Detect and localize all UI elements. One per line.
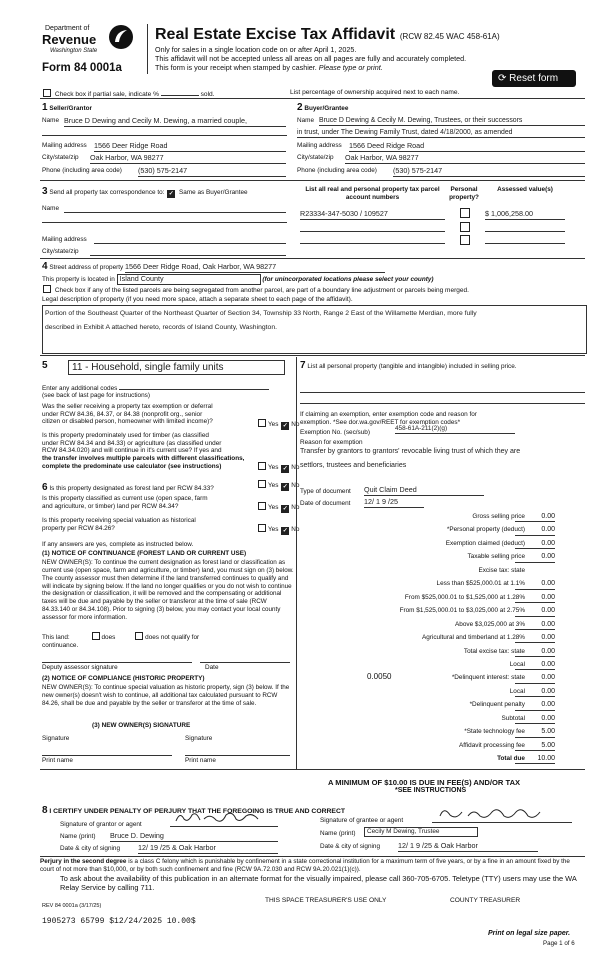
header-divider [147, 24, 148, 74]
tax-row [300, 648, 585, 657]
tax-row-label: Subtotal [501, 714, 525, 722]
personal-col-header: Personal property? [449, 186, 479, 201]
tax-row-label: Local [509, 660, 525, 668]
doc-type-label: Type of document [300, 488, 351, 495]
tax-row [300, 526, 585, 535]
grantor-date-field[interactable]: 12/ 19 /25 & Oak Harbor [138, 844, 278, 854]
doc-date-label: Date of document [300, 500, 351, 507]
new-owner-print-label-1: Print name [42, 757, 73, 764]
tax-row [300, 728, 585, 737]
legal-line-2: described in Exhibit A attached hereto, records of Island County, Washington. [45, 324, 277, 332]
subtitle-3-text: This form is your receipt when stamped by cashier. [155, 63, 317, 72]
grantor-name-row [60, 833, 280, 841]
tax-row-value[interactable]: 5.00 [515, 742, 555, 751]
tax-row [300, 607, 585, 616]
subtitle-3-italic: Please type or print. [318, 63, 383, 72]
personal-checkbox-1[interactable] [460, 208, 470, 218]
dept-line2: Revenue [42, 32, 97, 47]
q-current-use-yes-label: Yes [268, 504, 279, 511]
tax-row-label: Gross selling price [472, 513, 525, 520]
tax-row-label: Above $3,025,000 at 3% [455, 620, 525, 628]
notice-continuance-title: (1) NOTICE OF CONTINUANCE (FOREST LAND OR CURRENT USE) [42, 550, 247, 557]
personal-checkbox-2[interactable] [460, 222, 470, 232]
buyer-city-label: City/state/zip [297, 154, 334, 161]
tax-row-value[interactable]: 0.00 [515, 513, 555, 522]
perjury-bold: Perjury in the second degree [40, 858, 127, 865]
tax-row-value[interactable]: 0.00 [515, 661, 555, 670]
q-exemption [42, 403, 257, 426]
assessed-col-header: Assessed value(s) [497, 186, 553, 193]
tax-row [300, 755, 585, 764]
deputy-date-label: Date [205, 664, 219, 671]
segregated-checkbox[interactable] [43, 285, 51, 293]
grantee-name-field[interactable]: Cecily M Dewing, Trustee [364, 827, 478, 837]
tax-row-value[interactable]: 0.00 [515, 594, 555, 603]
tax-row [300, 661, 585, 670]
street-num: 4 [42, 261, 48, 272]
q-historic-yes-label: Yes [268, 526, 279, 533]
notice-compliance-body: NEW OWNER(S): To continue special valuation as historic property, sign (3) below. If the new owner(s) doesn't wish to continue, all additional tax calculated pursuant to RCW 84.26, shall be due and payable by the seller or transferor at the time of sale. [42, 684, 290, 707]
buyer-phone-row [297, 167, 585, 175]
q-timber-no-label: No [291, 464, 300, 471]
q-exemption-no-label: No [291, 421, 300, 428]
additional-codes-field[interactable] [119, 383, 269, 390]
q-exemption-no[interactable]: ✓ [282, 423, 288, 429]
street-row [42, 261, 385, 273]
exemption-no-field[interactable]: 458-61A-211(2)(g) [395, 425, 515, 434]
assessed-line-2 [485, 231, 565, 232]
list-pct-note: List percentage of ownership acquired next to each name. [290, 89, 460, 96]
parcel-line-3 [300, 243, 445, 244]
reason-line-1[interactable]: Transfer by grantors to grantors' revocable living trust of which they are [300, 448, 521, 455]
new-owner-sig-label-2: Signature [185, 735, 213, 742]
parcel-col-header: List all real and personal property tax parcel account numbers [305, 186, 440, 201]
new-owner-sig-line-2 [185, 755, 290, 756]
seller-city-row [42, 154, 287, 162]
buyer-mail-label: Mailing address [297, 142, 342, 149]
seller-city-field[interactable]: Oak Harbor, WA 98277 [90, 154, 286, 164]
statute-text: (RCW 82.45 WAC 458-61A) [399, 32, 500, 41]
grantee-signature-icon [436, 806, 556, 822]
tax-row [300, 742, 585, 751]
new-owner-sig-line-1 [42, 755, 172, 756]
tax-row-label: From $1,525,000.01 to $3,025,000 at 2.75% [399, 607, 525, 615]
buyer-num: 2 [297, 102, 303, 113]
tax-row-label: Less than $525,000.01 at 1.1% [436, 580, 525, 588]
rule-4 [40, 355, 585, 356]
tax-row-value[interactable]: 0.00 [515, 621, 555, 630]
subtitle-2: This affidavit will not be accepted unless all areas on all pages are fully and accurately completed. [155, 54, 467, 63]
q-historic-no-label: No [291, 526, 300, 533]
corr-city-field[interactable] [90, 248, 286, 256]
buyer-city-row [297, 154, 585, 162]
seller-heading [42, 102, 92, 114]
county-label: This property is located in [42, 276, 115, 283]
segregated-label: Check box if any of the listed parcels are being segregated from another parcel, are part of a boundary line adjustment or parcels being merged. [54, 287, 469, 294]
tax-row [300, 688, 585, 697]
tax-row-label: *Delinquent penalty [469, 701, 525, 709]
grantee-sig-row [320, 817, 585, 825]
does-checkbox[interactable] [92, 632, 100, 640]
deputy-sig-label: Deputy assessor signature [42, 664, 118, 671]
grantor-sig-label: Signature of grantor or agent [60, 821, 142, 828]
q-current-use [42, 495, 257, 510]
corr-name-row [42, 205, 287, 213]
treasurer-stamp: 1905273 65799 $12/24/2025 10.00$ [42, 917, 196, 926]
buyer-name-field[interactable]: Bruce D Dewing & Cecily M. Dewing, Trustees, or their successors [319, 117, 585, 126]
rev-number: REV 84 0001a (3/17/25) [42, 903, 102, 909]
grantor-sig-row [60, 821, 280, 829]
tax-row-value[interactable]: 10.00 [515, 755, 555, 764]
q-timber-answer [257, 462, 299, 473]
seller-name-field[interactable]: Bruce D Dewing and Cecily M. Dewing, a married couple, [64, 117, 286, 127]
tax-row-value[interactable]: 0.00 [515, 701, 555, 710]
rule-5 [40, 769, 585, 770]
county-note: (for unincorporated locations please select your county) [262, 276, 434, 283]
alt-format-notice: To ask about the availability of this publication in an alternate format for the visually impaired, please call 360-705-6705. Teletype (TTY) users may use the WA Relay Service by calling 711. [60, 874, 577, 892]
q-current-use-1: Is this property classified as current use (open space, farm [42, 495, 208, 502]
tax-row [300, 715, 585, 724]
tax-row [300, 553, 585, 562]
tax-row-value[interactable]: 5.00 [515, 728, 555, 737]
parcel-field-1[interactable]: R23334-347-5030 / 109527 [300, 210, 445, 220]
subtitle-3 [155, 64, 383, 73]
partial-pct-field[interactable] [161, 89, 199, 96]
q-timber-3: RCW 84.34.020) and will continue in it's current use? If yes and [42, 447, 222, 455]
tax-row [300, 674, 585, 683]
sec7-num: 7 [300, 360, 306, 371]
q-timber-yes-label: Yes [268, 464, 279, 471]
grantor-name-label: Name (print) [60, 833, 96, 840]
new-owner-sig-label-1: Signature [42, 735, 70, 742]
new-owner-print-label-2: Print name [185, 757, 216, 764]
grantor-name-field[interactable]: Bruce D. Dewing [110, 832, 278, 842]
grantor-date-row [60, 845, 280, 853]
seller-num: 1 [42, 102, 48, 113]
q-forest-no[interactable]: ✓ [282, 484, 288, 490]
minimum-due-note: A MINIMUM OF $10.00 IS DUE IN FEE(S) AND/OR TAX [328, 778, 521, 787]
tax-row [300, 567, 585, 576]
partial-sale-checkbox[interactable] [43, 89, 51, 97]
q-exemption-yes[interactable] [258, 419, 266, 427]
see-back: (see back of last page for instructions) [42, 392, 150, 399]
tax-row-label: Affidavit processing fee [459, 741, 525, 749]
corr-line [42, 222, 287, 223]
grantee-date-field[interactable]: 12/ 1 9 /25 & Oak Harbor [398, 842, 538, 852]
reset-icon: ⟳ [498, 73, 507, 84]
tax-row-value[interactable]: 0.00 [515, 553, 555, 562]
q-historic-no[interactable]: ✓ [282, 528, 288, 534]
tax-row-value[interactable]: 0.00 [515, 540, 555, 549]
subtitle-1: Only for sales in a single location code on or after April 1, 2025. [155, 45, 357, 54]
county-treasurer: COUNTY TREASURER [450, 897, 521, 904]
this-land-row [42, 632, 292, 642]
assessed-field-1[interactable]: $ 1,006,258.00 [485, 210, 565, 220]
tax-row-label: Taxable selling price [467, 553, 525, 561]
grantee-date-row [320, 843, 585, 851]
seller-heading-label: Seller/Grantor [49, 105, 92, 112]
personal-checkbox-3[interactable] [460, 235, 470, 245]
deputy-sig-line [42, 662, 192, 663]
exemption-instr-2: exemption. *See dor.wa.gov/REET for exemption codes* [300, 418, 461, 426]
pp-line-1 [300, 392, 585, 393]
q-timber-yes[interactable] [258, 462, 266, 470]
deputy-date-line [200, 662, 290, 663]
notice-continuance-body: NEW OWNER(S): To continue the current designation as forest land or classification as current use (open space, farm and agriculture, or timber) land, you must sign on (3) below. The county assessor must then determine if the land transferred continues to qualify and will indicate by signing below. If the land no longer qualifies or you do not wish to continue the designation or classification, it will be removed and the compensating or additional taxes will be due and payable by the seller or transferor at the time of sale (RCW 84.33.140 or 84.34.108). Prior to signing (3) below, you may contact your local county assessor for more information. [42, 559, 294, 622]
q-current-use-yes[interactable] [258, 502, 266, 510]
q-historic-yes[interactable] [258, 524, 266, 532]
dor-logo-icon [108, 24, 134, 50]
q-current-use-no[interactable]: ✓ [282, 506, 288, 512]
tax-row-label: *Delinquent interest: state [451, 674, 525, 682]
tax-row-label: Agricultural and timberland at 1.28% [421, 634, 525, 642]
tax-row [300, 513, 585, 522]
dor-logo [40, 22, 145, 60]
reason-line-2[interactable]: settlors, trustees and beneficiaries [300, 462, 407, 469]
use-code-select[interactable]: 11 - Household, single family units [68, 360, 285, 375]
tax-row-label: Total excise tax: state [463, 647, 525, 655]
q-historic-answer [257, 524, 299, 535]
exemption-no-label: Exemption No. (sec/sub) [300, 429, 370, 436]
tax-row [300, 634, 585, 643]
q-current-use-answer [257, 502, 299, 513]
rule-2 [40, 180, 585, 181]
legal-line-1: Portion of the Southeast Quarter of the Northeast Quarter of Section 34, Township 33 North, Range 2 East of the Willamette Merdian, more fully [45, 310, 477, 317]
buyer-name-row [297, 117, 585, 125]
page-number: Page 1 of 6 [543, 940, 575, 947]
buyer-heading [297, 102, 348, 114]
seller-mail-field[interactable]: 1566 Deer Ridge Road [94, 142, 286, 152]
partial-sold: sold. [200, 91, 215, 98]
tax-row [300, 580, 585, 589]
state-line: Washington State [50, 48, 98, 54]
dept-line1: Department of [45, 25, 90, 32]
tax-row-label: *Personal property (deduct) [446, 526, 525, 534]
buyer-heading-label: Buyer/Grantee [304, 105, 349, 112]
see-instructions: *SEE INSTRUCTIONS [395, 787, 467, 794]
form-number: Form 84 0001a [42, 62, 122, 74]
does-not-checkbox[interactable] [135, 632, 143, 640]
county-select[interactable]: Island County [117, 274, 261, 285]
tax-row-label: *State technology fee [464, 728, 525, 736]
certify-text: I CERTIFY UNDER PENALTY OF PERJURY THAT THE FOREGOING IS TRUE AND CORRECT [49, 808, 346, 815]
q-timber-5: complete the predominate use calculator (see instructions) [42, 462, 222, 470]
tax-row-label: Exemption claimed (deduct) [445, 539, 525, 547]
grantee-name-label: Name (print) [320, 830, 356, 837]
q-current-use-2: and agriculture, or timber) land per RCW 84.34? [42, 502, 179, 510]
q-forest-text: Is this property designated as forest land per RCW 84.33? [49, 485, 214, 492]
tax-row-label: Local [509, 687, 525, 695]
buyer-mail-field[interactable]: 1566 Deed Ridge Road [349, 142, 585, 152]
perjury-text: is a class C felony which is punishable by confinement in a state correctional institution for a maximum term of five years, or by a fine in an amount fixed by the court of not more than $10,000, or by both such confinement and fine (RCW 9A.72.030 and RCW 9A.20.021(1)(c)). [40, 858, 570, 873]
doc-type-row [300, 485, 585, 496]
q-historic [42, 517, 257, 532]
assessed-line-3 [485, 243, 565, 244]
tax-row-value[interactable]: 0.00 [515, 580, 555, 589]
tax-row-value[interactable]: 0.00 [515, 607, 555, 616]
same-as-buyer-checkbox[interactable]: ✓ [168, 191, 174, 197]
same-as-buyer-label: Same as Buyer/Grantee [179, 189, 248, 196]
tax-row-label: Total due [497, 755, 525, 763]
seller-phone-field[interactable]: (530) 575-2147 [138, 167, 286, 177]
tax-row [300, 540, 585, 549]
parcel-line-2 [300, 231, 445, 232]
sec5-num: 5 [42, 360, 48, 371]
buyer-phone-field[interactable]: (530) 575-2147 [393, 167, 585, 177]
tax-row-label: From $525,000.01 to $1,525,000 at 1.28% [404, 593, 525, 601]
seller-mail-label: Mailing address [42, 142, 87, 149]
legal-label: Legal description of property (if you need more space, attach a separate sheet to each page of the affidavit). [42, 296, 353, 303]
buyer-name-field-2[interactable]: in trust, under The Dewing Family Trust, dated 4/18/2000, as amended [297, 129, 585, 138]
q-exemption-1: Was the seller receiving a property tax exemption or deferral [42, 403, 213, 410]
local-rate: 0.0050 [367, 672, 392, 681]
corr-label: Send all property tax correspondence to: [49, 189, 165, 196]
doc-type-field[interactable]: Quit Claim Deed [364, 486, 484, 496]
personal-property-label [300, 360, 570, 372]
q-historic-1: Is this property receiving special valuation as historical [42, 517, 196, 524]
rule-top [40, 98, 585, 99]
seller-name-row [42, 117, 287, 125]
sec8-num: 8 [42, 805, 48, 816]
sec6-num: 6 [42, 482, 48, 493]
seller-phone-label: Phone (including area code) [42, 167, 122, 174]
q-exemption-yes-label: Yes [268, 421, 279, 428]
new-owner-sig-title: (3) NEW OWNER(S) SIGNATURE [92, 722, 191, 729]
rule-3 [40, 258, 585, 259]
q-forest-yes[interactable] [258, 480, 266, 488]
corr-name-label: Name [42, 205, 60, 212]
buyer-mail-row [297, 142, 585, 150]
buyer-phone-label: Phone (including area code) [297, 167, 377, 174]
q-exemption-2: under RCW 84.36, 84.37, or 84.38 (nonprofit org., senior [42, 410, 203, 418]
q-timber-2: under RCW 84.34 and 84.33) or agriculture (as classified under [42, 439, 222, 447]
seller-name-line2 [42, 135, 287, 136]
reason-label: Reason for exemption [300, 439, 363, 446]
q-exemption-3: citizen or disabled person, homeowner with limited income)? [42, 418, 213, 426]
pp-line-2 [300, 403, 585, 404]
grantor-signature-field[interactable] [170, 816, 278, 827]
street-label: Street address of property [49, 264, 124, 271]
middle-divider [296, 357, 297, 769]
buyer-name-label: Name [297, 117, 315, 124]
does-label: does [101, 634, 116, 641]
notice-compliance-title: (2) NOTICE OF COMPLIANCE (HISTORIC PROPERTY) [42, 675, 205, 682]
grantee-signature-field[interactable] [432, 812, 572, 823]
corr-mail-label: Mailing address [42, 236, 87, 243]
corr-mail-row [42, 236, 287, 244]
tax-row-value[interactable]: 0.00 [515, 674, 555, 683]
seller-phone-row [42, 167, 287, 175]
county-row [42, 274, 434, 285]
corr-name-field[interactable] [64, 205, 286, 213]
tax-row [300, 701, 585, 710]
q-historic-2: property per RCW 84.26? [42, 524, 115, 532]
sec7-text: List all personal property (tangible and intangible) included in selling price. [307, 363, 517, 370]
tax-row-value[interactable]: 0.00 [515, 688, 555, 697]
exemption-instr-1: If claiming an exemption, enter exemption code and reason for [300, 411, 477, 418]
title-text: Real Estate Excise Tax Affidavit [155, 26, 396, 43]
form-title [155, 25, 500, 44]
q-timber [42, 432, 262, 470]
grantee-date-label: Date & city of signing [320, 843, 381, 850]
tax-row-value[interactable]: 0.00 [515, 526, 555, 535]
q-forest-answer [257, 480, 299, 491]
tax-row [300, 621, 585, 630]
seller-city-label: City/state/zip [42, 154, 79, 161]
segregated-row [42, 285, 469, 295]
q-timber-no[interactable]: ✓ [282, 466, 288, 472]
corr-heading [42, 186, 248, 198]
q-current-use-no-label: No [291, 504, 300, 511]
grantor-date-label: Date & city of signing [60, 845, 121, 852]
tax-row-value[interactable]: 0.00 [515, 648, 555, 657]
if-any-yes: If any answers are yes, complete as instructed below. [42, 541, 194, 548]
treasurer-only: THIS SPACE TREASURER'S USE ONLY [265, 897, 387, 904]
street-address-field[interactable]: 1566 Deer Ridge Road, Oak Harbor, WA 98277 [125, 263, 385, 273]
grantor-signature-icon [174, 811, 274, 825]
tax-row-label: Excise tax: state [478, 566, 525, 574]
doc-date-field[interactable]: 12/ 1 9 /25 [364, 498, 424, 508]
corr-city-label: City/state/zip [42, 248, 79, 255]
perjury-notice [40, 858, 585, 873]
q-exemption-answer [257, 419, 299, 430]
rule-6 [40, 856, 585, 857]
tax-row [300, 594, 585, 603]
additional-label: Enter any additional codes [42, 385, 118, 392]
corr-city-row [42, 248, 287, 256]
tax-row-value[interactable]: 0.00 [515, 634, 555, 643]
grantee-name-row [320, 830, 585, 838]
q-forest-yes-label: Yes [268, 482, 279, 489]
q-forest [42, 482, 257, 494]
legal-description-field[interactable] [42, 305, 587, 354]
corr-mail-field[interactable] [94, 236, 286, 244]
q-forest-no-label: No [291, 482, 300, 489]
partial-label: Check box if partial sale, indicate % [54, 91, 159, 98]
seller-mail-row [42, 142, 287, 150]
print-legal-note: Print on legal size paper. [488, 930, 571, 937]
does-not-label: does not qualify for [145, 634, 200, 641]
continuance-label: continuance. [42, 642, 79, 649]
reset-form-button[interactable] [492, 70, 576, 87]
seller-name-label: Name [42, 117, 60, 124]
exemption-no-row [300, 425, 585, 437]
buyer-city-field[interactable]: Oak Harbor, WA 98277 [345, 154, 585, 164]
grantee-sig-label: Signature of grantee or agent [320, 817, 404, 824]
doc-date-row [300, 497, 585, 508]
q-timber-4: the transfer involves multiple parcels with different classifications, [42, 455, 245, 463]
corr-num: 3 [42, 186, 48, 197]
this-land-label: This land: [42, 634, 70, 641]
tax-row-value[interactable]: 0.00 [515, 715, 555, 724]
reset-label: Reset form [509, 73, 559, 84]
q-timber-1: Is this property predominately used for timber (as classified [42, 432, 209, 439]
